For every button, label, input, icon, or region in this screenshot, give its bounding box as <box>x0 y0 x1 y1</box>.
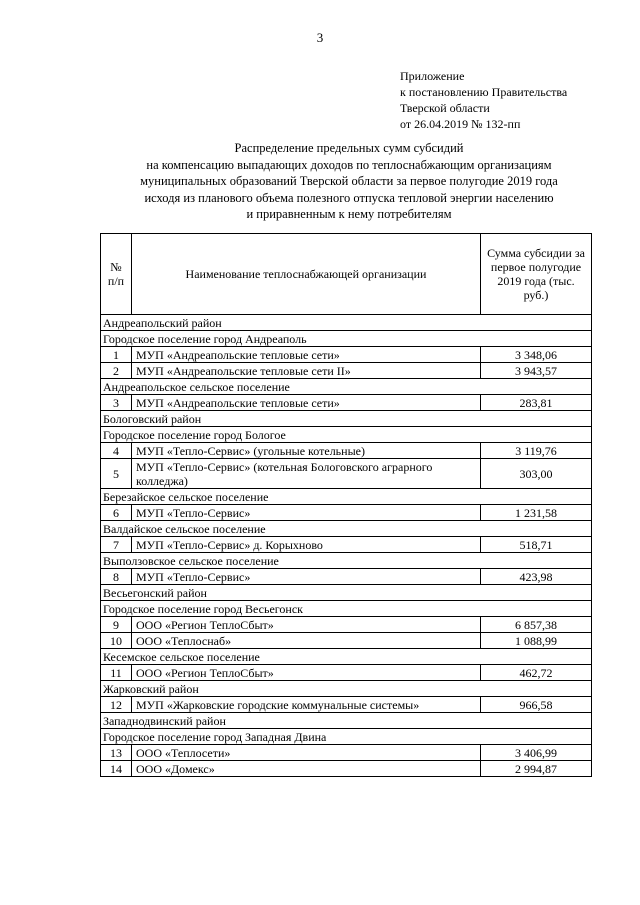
section-label: Весьегонский район <box>101 585 592 601</box>
section-label: Березайское сельское поселение <box>101 489 592 505</box>
appendix-line: от 26.04.2019 № 132-пп <box>400 117 521 131</box>
table-row <box>101 363 592 379</box>
section-row <box>101 553 592 569</box>
header-name: Наименование теплоснабжающей организации <box>132 234 481 315</box>
subsidy-amount: 966,58 <box>481 697 592 713</box>
section-row <box>101 315 592 331</box>
title-line: Распределение предельных сумм субсидий <box>234 141 464 155</box>
organization-name: ООО «Регион ТеплоСбыт» <box>132 617 481 633</box>
organization-name: МУП «Андреапольские тепловые сети» <box>132 395 481 411</box>
row-number: 12 <box>101 697 132 713</box>
subsidy-amount: 1 088,99 <box>481 633 592 649</box>
subsidy-table <box>100 233 592 777</box>
table-header-row <box>101 234 592 315</box>
section-row <box>101 585 592 601</box>
section-label: Городское поселение город Бологое <box>101 427 592 443</box>
subsidy-amount: 518,71 <box>481 537 592 553</box>
section-label: Валдайское сельское поселение <box>101 521 592 537</box>
subsidy-amount: 423,98 <box>481 569 592 585</box>
table-row <box>101 443 592 459</box>
page-number: 3 <box>316 30 324 45</box>
organization-name: МУП «Андреапольские тепловые сети» <box>132 347 481 363</box>
section-label: Бологовский район <box>101 411 592 427</box>
section-label: Городское поселение город Андреаполь <box>101 331 592 347</box>
table-row <box>101 347 592 363</box>
title-line: и приравненным к нему потребителям <box>246 207 452 221</box>
row-number: 1 <box>101 347 132 363</box>
organization-name: МУП «Жарковские городские коммунальные системы» <box>132 697 481 713</box>
section-label: Западнодвинский район <box>101 713 592 729</box>
organization-name: МУП «Тепло-Сервис» (угольные котельные) <box>132 443 481 459</box>
title-line: муниципальных образований Тверской области за первое полугодие 2019 года <box>140 174 558 188</box>
appendix-line: Приложение <box>400 69 465 83</box>
row-number: 11 <box>101 665 132 681</box>
title-line: исходя из планового объема полезного отпуска тепловой энергии населению <box>144 190 554 205</box>
section-row <box>101 713 592 729</box>
organization-name: ООО «Регион ТеплоСбыт» <box>132 665 481 681</box>
organization-name: ООО «Теплоснаб» <box>132 633 481 649</box>
table-row <box>101 761 592 777</box>
appendix-block <box>400 68 567 132</box>
subsidy-amount: 3 348,06 <box>481 347 592 363</box>
section-label: Выползовское сельское поселение <box>101 553 592 569</box>
table-row <box>101 665 592 681</box>
row-number: 10 <box>101 633 132 649</box>
section-label: Городское поселение город Западная Двина <box>101 729 592 745</box>
row-number: 7 <box>101 537 132 553</box>
subsidy-amount: 6 857,38 <box>481 617 592 633</box>
document-title <box>100 140 598 223</box>
subsidy-amount: 3 943,57 <box>481 363 592 379</box>
header-sum: Сумма субсидии за первое полугодие 2019 года (тыс. руб.) <box>481 234 592 315</box>
organization-name: МУП «Андреапольские тепловые сети II» <box>132 363 481 379</box>
subsidy-amount: 3 119,76 <box>481 443 592 459</box>
table-row <box>101 697 592 713</box>
table-row <box>101 633 592 649</box>
row-number: 3 <box>101 395 132 411</box>
row-number: 4 <box>101 443 132 459</box>
table-row <box>101 537 592 553</box>
section-label: Кесемское сельское поселение <box>101 649 592 665</box>
subsidy-amount: 3 406,99 <box>481 745 592 761</box>
table-row <box>101 745 592 761</box>
subsidy-amount: 303,00 <box>481 459 592 489</box>
table-row <box>101 569 592 585</box>
table-row <box>101 395 592 411</box>
section-row <box>101 331 592 347</box>
row-number: 14 <box>101 761 132 777</box>
section-row <box>101 729 592 745</box>
organization-name: МУП «Тепло-Сервис» д. Корыхново <box>132 537 481 553</box>
organization-name: ООО «Теплосети» <box>132 745 481 761</box>
header-num: № п/п <box>101 234 132 315</box>
organization-name: ООО «Домекс» <box>132 761 481 777</box>
section-label: Жарковский район <box>101 681 592 697</box>
section-label: Городское поселение город Весьегонск <box>101 601 592 617</box>
section-label: Андреапольский район <box>101 315 592 331</box>
subsidy-amount: 462,72 <box>481 665 592 681</box>
subsidy-amount: 1 231,58 <box>481 505 592 521</box>
section-row <box>101 427 592 443</box>
title-line: на компенсацию выпадающих доходов по теплоснабжающим организациям <box>146 157 552 172</box>
table-row <box>101 505 592 521</box>
section-row <box>101 521 592 537</box>
section-row <box>101 681 592 697</box>
section-row <box>101 411 592 427</box>
row-number: 9 <box>101 617 132 633</box>
row-number: 13 <box>101 745 132 761</box>
section-row <box>101 649 592 665</box>
section-row <box>101 489 592 505</box>
table-row <box>101 617 592 633</box>
organization-name: МУП «Тепло-Сервис» <box>132 505 481 521</box>
section-row <box>101 601 592 617</box>
organization-name: МУП «Тепло-Сервис» <box>132 569 481 585</box>
organization-name: МУП «Тепло-Сервис» (котельная Бологовского аграрного колледжа) <box>132 459 481 489</box>
subsidy-amount: 2 994,87 <box>481 761 592 777</box>
row-number: 5 <box>101 459 132 489</box>
appendix-line: к постановлению Правительства <box>400 85 568 99</box>
row-number: 2 <box>101 363 132 379</box>
section-row <box>101 379 592 395</box>
row-number: 8 <box>101 569 132 585</box>
section-label: Андреапольское сельское поселение <box>101 379 592 395</box>
row-number: 6 <box>101 505 132 521</box>
subsidy-amount: 283,81 <box>481 395 592 411</box>
appendix-line: Тверской области <box>400 101 490 115</box>
table-row <box>101 459 592 489</box>
